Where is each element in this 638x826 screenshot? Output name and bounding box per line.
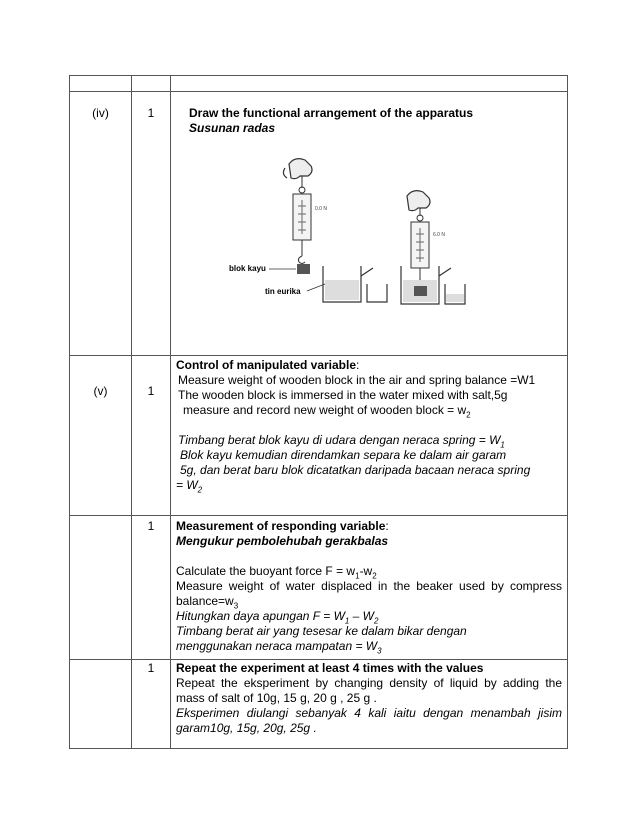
eureka-can-left	[323, 266, 373, 302]
part-cell	[70, 516, 132, 660]
repeat-heading: Repeat the experiment at least 4 times with the values	[176, 661, 484, 675]
control-heading-colon: :	[356, 358, 360, 372]
ms-weigh-line-2-sub: 3	[377, 646, 382, 656]
beaker-right	[445, 284, 465, 304]
marks-cell	[132, 516, 171, 660]
control-ms-line-3: 5g, dan berat baru blok dicatatkan daripada bacaan neraca spring	[180, 463, 531, 477]
marks-label: 1	[147, 661, 155, 675]
ms-calc-text: Hitungkan daya apungan F = W	[176, 609, 345, 623]
responding-heading: Measurement of responding variable	[176, 519, 386, 533]
repeat-body: Repeat the eksperiment by changing density of liquid by adding the mass of salt of 10g, 15 g, 20 g , 25 g .	[176, 676, 562, 705]
content-cell	[171, 356, 568, 516]
table-row-iv	[70, 92, 568, 356]
table-row-v	[70, 356, 568, 516]
table-row-header	[70, 76, 568, 92]
marks-label: 1	[147, 384, 155, 398]
ms-weigh-line-2: menggunakan neraca mampatan = W	[176, 639, 378, 653]
wooden-block-right	[414, 286, 427, 296]
reading-left: 0.0 N	[315, 206, 327, 212]
part-cell	[70, 92, 132, 356]
content-cell	[171, 92, 568, 356]
apparatus-heading: Draw the functional arrangement of the apparatus	[189, 106, 474, 120]
control-line-2: The wooden block is immersed in the water mixed with salt,5g	[178, 388, 508, 402]
spring-balance-left	[293, 176, 311, 264]
beaker-left	[367, 284, 387, 302]
repeat-body-ms: Eksperimen diulangi sebanyak 4 kali iaitu dengan menambah jisim garam10g, 15g, 20g, 25g .	[176, 706, 562, 735]
ms-calc-sub-2: 2	[374, 616, 379, 626]
control-ms-line-1-sub: 1	[500, 440, 505, 450]
answer-scheme-table	[69, 75, 568, 749]
apparatus-heading-ms: Susunan radas	[189, 121, 276, 135]
part-cell	[70, 660, 132, 749]
control-line-3: measure and record new weight of wooden block = w	[183, 403, 467, 417]
content-cell	[171, 76, 568, 92]
measure-sub: 3	[233, 601, 239, 611]
content-cell	[171, 516, 568, 660]
table-row-responding	[70, 516, 568, 660]
ms-calc-mid: – W	[349, 609, 375, 623]
part-cell	[70, 356, 132, 516]
calc-sub-1: 1	[355, 571, 360, 581]
part-label: (v)	[93, 384, 108, 398]
table-row-repeat	[70, 660, 568, 749]
eureka-can-right	[401, 266, 451, 304]
responding-heading-ms: Mengukur pembolehubah gerakbalas	[176, 534, 389, 548]
part-cell	[70, 76, 132, 92]
control-ms-line-1: Timbang berat blok kayu di udara dengan neraca spring = W	[178, 433, 501, 447]
marks-cell	[132, 356, 171, 516]
calc-text: Calculate the buoyant force F = w	[176, 564, 356, 578]
wooden-block-left	[297, 264, 310, 274]
marks-label: 1	[147, 519, 155, 533]
marks-label: 1	[147, 106, 155, 120]
content-cell	[171, 660, 568, 749]
reading-right: 6.0 N	[433, 232, 445, 238]
label-tin-eurika: tin eurika	[265, 287, 301, 296]
control-line-3-sub: 2	[466, 410, 471, 420]
label-blok-kayu: blok kayu	[229, 264, 266, 273]
control-heading: Control of manipulated variable	[176, 358, 357, 372]
control-ms-line-4-sub: 2	[197, 485, 203, 495]
calc-mid: -w	[359, 564, 373, 578]
calc-sub-2: 2	[372, 571, 377, 581]
responding-heading-colon: :	[385, 519, 389, 533]
control-ms-line-4: = W	[176, 478, 198, 492]
hand-icon	[283, 159, 312, 179]
spring-balance-right	[411, 208, 429, 288]
marks-cell	[132, 92, 171, 356]
apparatus-figure	[227, 152, 547, 322]
marks-cell	[132, 76, 171, 92]
marks-cell	[132, 660, 171, 749]
part-label: (iv)	[92, 106, 109, 120]
measure-text: Measure weight of water displaced in the beaker used by compress balance=w	[176, 579, 562, 608]
control-ms-line-2: Blok kayu kemudian direndamkan separa ke dalam air garam	[180, 448, 507, 462]
ms-weigh-line-1: Timbang berat air yang tesesar ke dalam bikar dengan	[176, 624, 467, 638]
hand-icon	[407, 191, 430, 211]
control-line-1: Measure weight of wooden block in the air and spring balance =W1	[178, 373, 536, 387]
ms-calc-sub-1: 1	[344, 616, 350, 626]
